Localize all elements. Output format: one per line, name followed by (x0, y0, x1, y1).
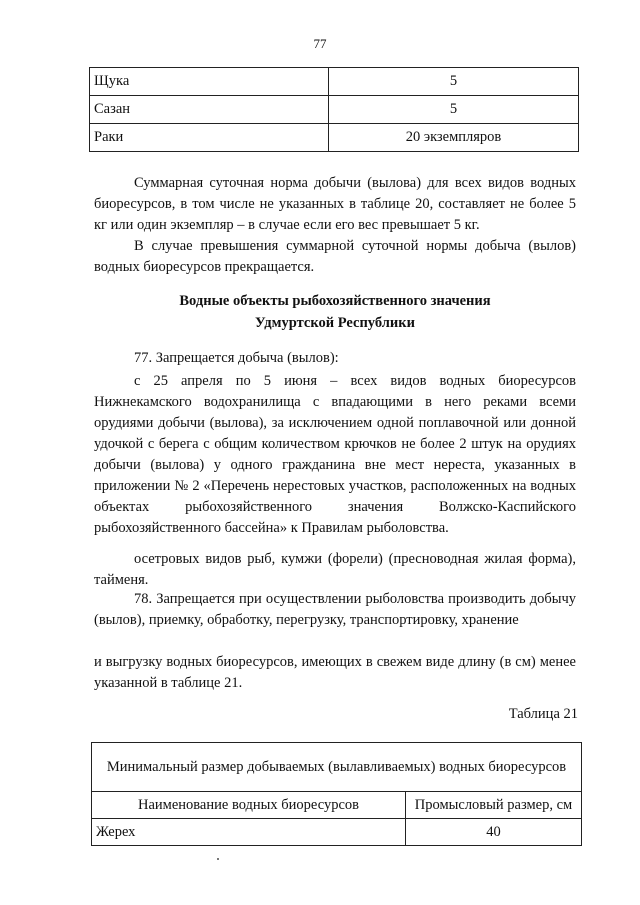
page-number: 77 (313, 36, 327, 51)
table-21-caption: Таблица 21 (508, 706, 578, 722)
article-77-item-1: с 25 апреля по 5 июня – всех видов водных биоресурсов Нижнекамского водохранилища с впадающими в него реками всеми орудиями добычи (вылова), за исключением одной поплавочной или донной удочкой с берега с общим количеством крючков не более 2 штук на орудиях добычи (вылова) у одного гражданина вне мест нереста, указанных в приложении № 2 «Перечень нерестовых участков, расположенных на водных объектах рыбохозяйственного значения Волжско-Каспийского рыбохозяйственного бассейна» к Правилам рыболовства. (94, 373, 576, 536)
table-row (92, 819, 582, 846)
species-name: Щука (90, 68, 329, 96)
table-row (90, 96, 579, 124)
species-name: Сазан (90, 96, 329, 124)
table-row (90, 124, 579, 152)
section-heading (94, 290, 576, 334)
table-header-row (92, 792, 582, 819)
minimum-size-table (91, 742, 582, 846)
article-77-item-2: осетровых видов рыб, кумжи (форели) (пресноводная жилая форма), тайменя. (94, 551, 576, 588)
article-78-part-2: и выгрузку водных биоресурсов, имеющих в свежем виде длину (в см) менее указанной в таблице 21. (94, 654, 576, 691)
table-row (90, 68, 579, 96)
article-77-intro: 77. Запрещается добыча (вылов): (134, 350, 339, 366)
table-title-row (92, 743, 582, 792)
paragraph-exceeding-norm: В случае превышения суммарной суточной нормы добыча (вылов) водных биоресурсов прекращается. (94, 238, 576, 275)
paragraph-daily-norm: Суммарная суточная норма добычи (вылова) для всех видов водных биоресурсов, в том числе не указанных в таблице 20, составляет не более 5 кг или один экземпляр – в случае если его вес превышает 5 кг. (94, 175, 576, 233)
species-norm: 20 экземпляров (329, 124, 579, 152)
table-21-title: Минимальный размер добываемых (вылавливаемых) водных биоресурсов (92, 743, 582, 792)
column-header-name: Наименование водных биоресурсов (92, 792, 406, 819)
species-norm: 5 (329, 96, 579, 124)
section-heading-line1: Водные объекты рыбохозяйственного значения (179, 293, 491, 309)
species-norm: 5 (329, 68, 579, 96)
species-size: 40 (406, 819, 582, 846)
section-heading-line2: Удмуртской Республики (255, 315, 415, 331)
species-name: Жерех (92, 819, 406, 846)
scan-artifact (217, 858, 219, 860)
column-header-size: Промысловый размер, см (406, 792, 582, 819)
article-78-part-1: 78. Запрещается при осуществлении рыболовства производить добычу (вылов), приемку, обработку, перегрузку, транспортировку, хранение (94, 591, 576, 628)
catch-norms-table (89, 67, 579, 152)
species-name: Раки (90, 124, 329, 152)
